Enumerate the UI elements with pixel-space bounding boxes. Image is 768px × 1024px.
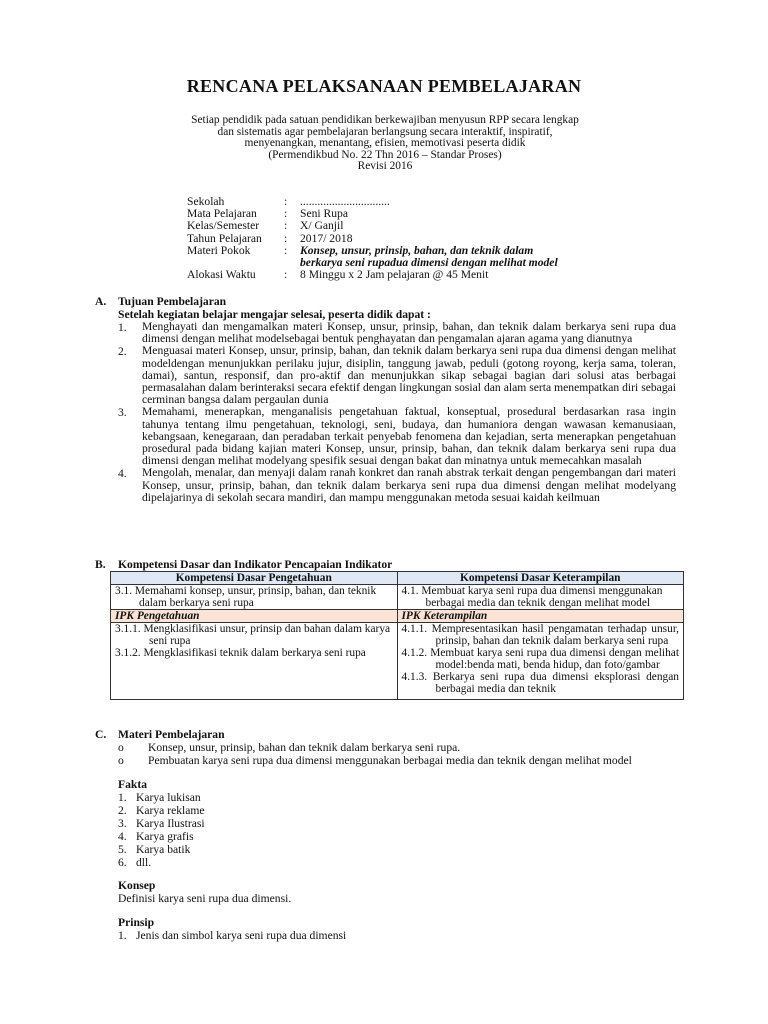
fakta-item xyxy=(118,843,205,856)
identity-value: 8 Minggu x 2 Jam pelajaran @ 45 Menit xyxy=(300,268,489,282)
bullet-item xyxy=(118,741,632,754)
materi-bullets xyxy=(118,741,632,767)
section-letter: B. xyxy=(95,558,106,571)
list-text: Menguasai materi Konsep, unsur, prinsip, bahan, dan teknik dalam berkarya seni rupa dua dimensi dengan melihat modeldengan menunjukkan perilaku jujur, disiplin, tanggung jawab, peduli (gotong royong, kerja sama, toleran, damai), santun, responsif, dan pro-aktif dan menunjukkan sikap sebagai bagian dari solusi atas berbagai permasalahan dalam berinteraksi secara efektif dengan lingkungan sosial dan alam serta menempatkan diri sebagai cerminan bangsa dalam pergaulan dunia xyxy=(142,344,676,407)
identity-row xyxy=(187,245,607,269)
kd-text: 3.1. Memahami konsep, unsur, prinsip, bahan, dan teknik dalam berkarya seni rupa xyxy=(115,585,377,609)
bullet-text: Konsep, unsur, prinsip, bahan dan teknik dalam berkarya seni rupa. xyxy=(148,741,461,754)
identity-row xyxy=(187,220,607,232)
ipk-header: IPK Pengetahuan xyxy=(111,610,398,623)
list-number: 1. xyxy=(118,321,127,334)
ipk-item: 4.1.3. Berkarya seni rupa dua dimensi eksplorasi dengan berbagai media dan teknik xyxy=(401,671,679,695)
list-text: Mengolah, menalar, dan menyaji dalam ranah konkret dan ranah abstrak terkait dengan pengembangan dari materi Konsep, unsur, prinsip, bahan, dan teknik dalam berkarya seni rupa dua dimensi dengan melihat modelyang dipelajarinya di sekolah secara mandiri, dan mampu menggunakan metoda sesuai kaidah keilmuan xyxy=(142,466,676,504)
competency-table xyxy=(110,571,684,700)
identity-colon: : xyxy=(284,195,288,208)
intro-line: (Permendikbud No. 22 Thn 2016 – Standar Proses) xyxy=(268,148,502,161)
list-number: 1. xyxy=(118,929,127,942)
list-text: Karya batik xyxy=(136,843,191,856)
section-heading-c xyxy=(95,728,225,741)
table-header: Kompetensi Dasar Pengetahuan xyxy=(111,572,398,585)
table-row xyxy=(111,610,684,623)
ipk-item: 3.1.2. Mengklasifikasi teknik dalam berkarya seni rupa xyxy=(115,647,366,659)
identity-colon: : xyxy=(284,231,288,245)
fakta-heading: Fakta xyxy=(118,778,147,791)
ipk-item: 3.1.1. Mengklasifikasi unsur, prinsip dan bahan dalam karya seni rupa xyxy=(115,623,391,647)
identity-label: Mata Pelajaran xyxy=(187,207,257,221)
list-text: Karya Ilustrasi xyxy=(136,817,205,830)
table-header: Kompetensi Dasar Keterampilan xyxy=(397,572,684,585)
konsep-heading: Konsep xyxy=(118,879,156,892)
section-title: Kompetensi Dasar dan Indikator Pencapaian Indikator xyxy=(118,558,393,571)
table-row xyxy=(111,623,684,700)
objectives-list xyxy=(118,321,676,504)
list-text: Karya lukisan xyxy=(136,791,201,804)
intro-line: Revisi 2016 xyxy=(357,160,413,173)
list-number: 6. xyxy=(118,856,127,869)
list-item xyxy=(118,345,676,406)
identity-value: 2017/ 2018 xyxy=(300,231,353,245)
list-number: 1. xyxy=(118,791,127,804)
intro-paragraph xyxy=(150,115,620,173)
fakta-item xyxy=(118,817,205,830)
prinsip-heading: Prinsip xyxy=(118,916,155,929)
identity-label: Alokasi Waktu xyxy=(187,268,256,282)
fakta-list xyxy=(118,791,205,869)
list-number: 2. xyxy=(118,345,127,359)
section-heading-b xyxy=(95,558,392,571)
identity-value xyxy=(300,245,607,269)
identity-value: ............................... xyxy=(300,195,390,208)
materi-line: berkarya seni rupadua dimensi dengan melihat model xyxy=(300,256,558,270)
list-text: Jenis dan simbol karya seni rupa dua dimensi xyxy=(136,929,347,942)
identity-label: Kelas/Semester xyxy=(187,219,260,233)
identity-row xyxy=(187,269,607,281)
list-text: Menghayati dan mengamalkan materi Konsep, unsur, prinsip, bahan, dan teknik dalam berkarya seni rupa dua dimensi dengan melihat modelsebagai bentuk penghayatan dan pengamalan ajaran agama yang dianutnya xyxy=(142,320,676,346)
identity-colon: : xyxy=(284,243,288,257)
bullet-item xyxy=(118,754,632,767)
list-text: dll. xyxy=(136,856,152,869)
identity-label: Tahun Pelajaran xyxy=(187,231,262,245)
identity-label: Materi Pokok xyxy=(187,243,251,257)
identity-colon: : xyxy=(284,268,288,282)
prinsip-item xyxy=(118,929,346,942)
identity-value: Seni Rupa xyxy=(300,207,348,221)
table-header-row xyxy=(111,572,684,585)
table-cell xyxy=(397,623,684,700)
list-number: 4. xyxy=(118,830,127,843)
bullet-marker: o xyxy=(118,741,124,754)
document-title: RENCANA PELAKSANAAN PEMBELAJARAN xyxy=(186,76,582,96)
list-item xyxy=(118,406,676,467)
list-number: 2. xyxy=(118,804,127,817)
fakta-item xyxy=(118,830,205,843)
section-a-subtitle: Setelah kegiatan belajar mengajar selesai, peserta didik dapat : xyxy=(118,308,431,321)
list-number: 3. xyxy=(118,406,127,420)
prinsip-list xyxy=(118,929,346,942)
identity-block xyxy=(187,196,607,281)
ipk-header: IPK Keterampilan xyxy=(397,610,684,623)
fakta-item xyxy=(118,791,205,804)
fakta-item xyxy=(118,856,205,869)
list-number: 5. xyxy=(118,843,127,856)
section-letter: C. xyxy=(95,728,107,741)
ipk-item: 4.1.2. Membuat karya seni rupa dua dimensi dengan melihat model:benda mati, benda hidup, dan foto/gambar xyxy=(401,647,679,671)
identity-colon: : xyxy=(284,219,288,233)
identity-label: Sekolah xyxy=(187,195,225,208)
kd-text: 4.1. Membuat karya seni rupa dua dimensi menggunakan berbagai media dan teknik dengan melihat model xyxy=(401,585,663,609)
intro-line: menyenangkan, menantang, efisien, memotivasi peserta didik xyxy=(244,137,526,150)
list-item xyxy=(118,467,676,504)
intro-line: Setiap pendidik pada satuan pendidikan berkewajiban menyusun RPP secara lengkap xyxy=(191,114,579,126)
list-text: Karya reklame xyxy=(136,804,205,817)
intro-line: dan sistematis agar pembelajaran berlangsung secara interaktif, inspiratif, xyxy=(217,125,553,138)
list-number: 3. xyxy=(118,817,127,830)
list-item xyxy=(118,321,676,345)
section-title: Tujuan Pembelajaran xyxy=(118,295,227,308)
materi-line: Konsep, unsur, prinsip, bahan, dan teknik dalam xyxy=(300,243,534,257)
list-number: 4. xyxy=(118,467,127,481)
table-cell xyxy=(397,585,684,610)
bullet-marker: o xyxy=(118,754,124,767)
identity-colon: : xyxy=(284,207,288,221)
section-letter: A. xyxy=(95,295,107,308)
list-text: Memahami, menerapkan, menganalisis pengetahuan faktual, konseptual, prosedural berdasarkan rasa ingin tahunya tentang ilmu pengetahuan, teknologi, seni, budaya, dan humaniora dengan wawasan kemanusiaan, kebangsaan, kenegaraan, dan peradaban terkait penyebab fenomena dan kejadian, serta menerapkan pengetahuan prosedural pada bidang kajian materi Konsep, unsur, prinsip, bahan, dan teknik dalam berkarya seni rupa dua dimensi dengan melihat modelyang spesifik sesuai dengan bakat dan minatnya untuk memecahkan masalah xyxy=(142,405,676,468)
section-heading-a xyxy=(95,295,226,308)
table-cell xyxy=(111,623,398,700)
konsep-text: Definisi karya seni rupa dua dimensi. xyxy=(118,892,292,905)
section-title: Materi Pembelajaran xyxy=(118,728,225,741)
identity-value: X/ Ganjil xyxy=(300,219,344,233)
table-cell xyxy=(111,585,398,610)
bullet-text: Pembuatan karya seni rupa dua dimensi menggunakan berbagai media dan teknik dengan melihat model xyxy=(148,754,632,767)
list-text: Karya grafis xyxy=(136,830,194,843)
fakta-item xyxy=(118,804,205,817)
ipk-item: 4.1.1. Mempresentasikan hasil pengamatan terhadap unsur, prinsip, bahan dan teknik dalam berkarya seni rupa xyxy=(401,623,679,647)
table-row xyxy=(111,585,684,610)
